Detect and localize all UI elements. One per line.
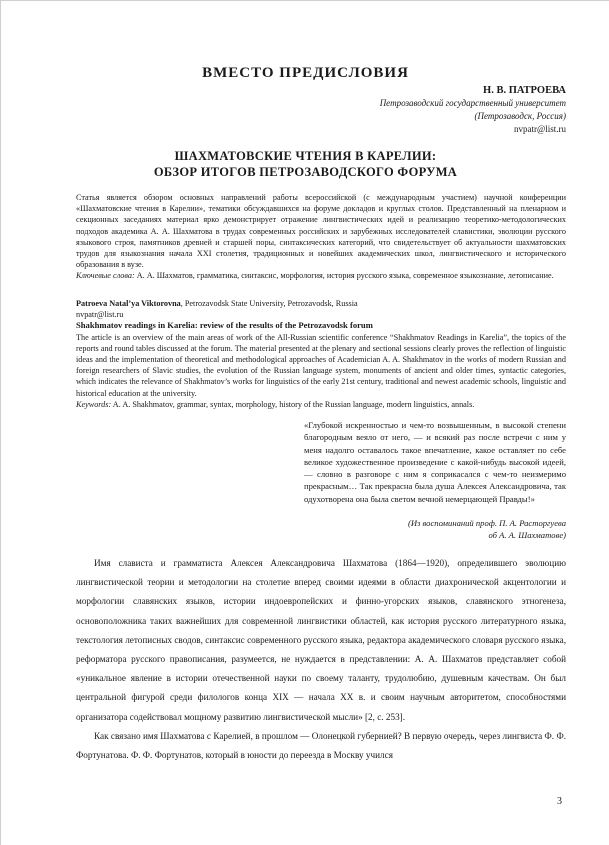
epigraph-source-line1: (Из воспоминаний проф. П. А. Расторгуева <box>407 518 566 528</box>
keywords-en <box>76 399 566 410</box>
abstract-english <box>76 298 566 410</box>
body-paragraph-1: Имя слависта и грамматиста Алексея Александровича Шахматова (1864—1920), определившего эволюцию лингвистической теории и методологии на столетие вперед своими идеями в области диахронической акцентологии и морфологии славянских языков, истории индоевропейских и финно-угорских языков, славянского этногенеза, основоположника таких важнейших для современной лингвистики областей, как история русского литературного языка, текстология летописных сводов, синтаксис современного русского языка, редактора академического словаря русского языка, реформатора русского правописания, разумеется, не нуждается в представлении: А. А. Шахматов представляет собой «уникальное явление в истории отечественной науки по своему таланту, трудолюбию, душевным качествам. Он был центральной фигурой среди филологов конца XIX — начала XX в. и своим научным авторитетом, способностями организатора содействовал мощному развитию лингвистической мысли» [2, с. 253]. <box>76 558 566 722</box>
epigraph-source-line2: об А. А. Шахматове) <box>488 530 566 541</box>
keywords-ru-list: А. А. Шахматов, грамматика, синтаксис, морфология, история русского языка, современное языкознание, летописание. <box>134 271 554 281</box>
article-title-line1: ШАХМАТОВСКИЕ ЧТЕНИЯ В КАРЕЛИИ: <box>174 149 437 163</box>
author-affiliation: Петрозаводский государственный университет <box>379 98 566 108</box>
body-paragraph-2: Как связано имя Шахматова с Карелией, в прошлом — Олонецкой губернией? В первую очередь, через лингвиста Ф. Ф. Фортунатова. Ф. Ф. Фортунатов, который в юности до переезда в Москву учился <box>76 730 566 761</box>
epigraph-text: «Глубокой искренностью и чем-то возвышенным, в высокой степени благородным веяло от него, — и всякий раз после встречи с ним у меня надолго оставалось такое впечатление, какое оставляет по себе великое художественное произведение с какой-нибудь высокой идеей, — словно в разговоре с ним я соприкасался с чем-то неизмеримо прекрасным… Так прекрасна была душа Алексея Александровича, так одухотворена она была светом вечной немерцающей Правды!» <box>304 420 566 504</box>
abstract-russian <box>76 192 566 282</box>
abstract-ru-text: Статья является обзором основных направлений работы всероссийской (с международным участием) научной конференции «Шахматовские чтения в Карелии», тематики обсуждавшихся на форуме докладов и круглых столов. Представленный на пленарном и секционных заседаниях материал ярко демонстрирует отражение лингвистических идей и реализацию теоретико-методологических подходов академика А. А. Шахматова в трудах современных российских и зарубежных исследователей славистики, эволюции русского языкового строя, памятников древней и старшей поры, синтаксических категорий, что свидетельствует об актуальности шахматовских трудов для языкознания начала XXI столетия, традиционных и новейших академических школ, лингвистического и исторического образования в вузе. <box>76 193 566 270</box>
en-author-line <box>76 298 566 309</box>
article-title <box>1 148 609 180</box>
section-title: ВМЕСТО ПРЕДИСЛОВИЯ <box>202 65 409 81</box>
author-email: nvpatr@list.ru <box>513 124 566 134</box>
body-text <box>76 554 566 765</box>
en-email: nvpatr@list.ru <box>76 310 124 320</box>
en-author-affiliation: , Petrozavodsk State University, Petrozavodsk, Russia <box>180 299 358 308</box>
author-name: Н. В. ПАТРОЕВА <box>483 85 566 96</box>
epigraph <box>304 419 566 505</box>
keywords-en-list: A. A. Shakhmatov, grammar, syntax, morphology, history of the Russian language, modern linguistics, annals. <box>111 399 475 409</box>
keywords-en-label: Keywords: <box>76 399 112 409</box>
epigraph-source <box>408 517 566 542</box>
en-author-name: Patroeva Natal’ya Viktorovna <box>76 299 181 308</box>
author-block <box>380 84 566 136</box>
keywords-ru <box>76 270 566 281</box>
page-number: 3 <box>557 796 562 807</box>
en-title: Shakhmatov readings in Karelia: review of the results of the Petrozavodsk forum <box>76 320 373 331</box>
article-title-line2: ОБЗОР ИТОГОВ ПЕТРОЗАВОДСКОГО ФОРУМА <box>153 165 458 179</box>
keywords-ru-label: Ключевые слова: <box>76 271 135 281</box>
abstract-en-text: The article is an overview of the main areas of work of the All-Russian scientific conference “Shakhmatov Readings in Karelia”, the topics of the reports and round tables discussed at the forum. The material presented at the plenary and sectional sessions clearly proves the reflection of linguistic ideas and the implementation of theoretical and methodological approaches of Academician A. A. Shakhmatov in the works of modern Russian and foreign researchers of Slavic studies, the evolution of the Russian language system, monuments of ancient and older times, syntactic categories, which indicates the relevance of Shakhmatov’s works for linguistics of the early 21st century, traditional and newest academic schools, linguistic and historical education at the university. <box>76 332 566 398</box>
author-affiliation-city: (Петрозаводск, Россия) <box>474 111 566 121</box>
